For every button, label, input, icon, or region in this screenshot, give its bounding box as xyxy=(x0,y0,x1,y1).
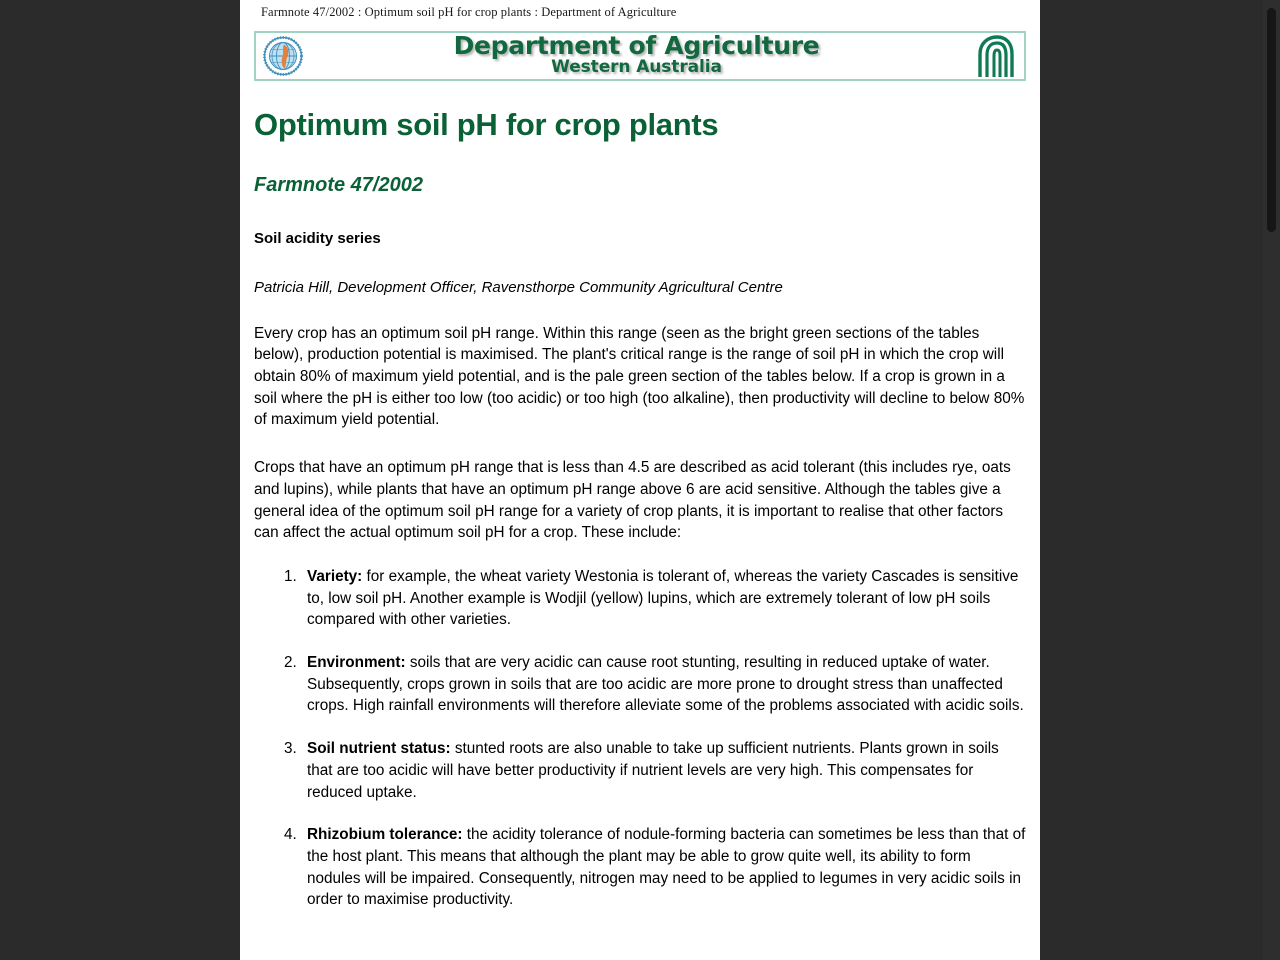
factor-term: Rhizobium tolerance: xyxy=(307,826,463,844)
agriculture-wa-stylised-a-icon xyxy=(967,33,1021,79)
article-content xyxy=(240,31,1040,911)
banner-title: Department of Agriculture xyxy=(453,30,820,60)
acid-tolerance-paragraph: Crops that have an optimum pH range that is less than 4.5 are described as acid tolerant (this includes rye, oats and lupins), while plants that have an optimum pH range above 6 are acid sensitive. Although the tables give a general idea of the optimum soil pH range for a variety of crop plants, it is important to realise that other factors can affect the actual optimum soil pH for a crop. These include: xyxy=(254,459,1011,542)
intro-paragraph: Every crop has an optimum soil pH range. Within this range (seen as the bright green sections of the tables below), production potential is maximised. The plant's critical range is the range of soil pH in which the crop will obtain 80% of maximum yield potential, and is the pale green section of the tables below. If a crop is grown in a soil where the pH is either too low (too acidic) or too high (too alkaline), then productivity will decline to below 80% of maximum yield potential. xyxy=(254,324,1025,429)
document-page xyxy=(240,0,1040,960)
list-item xyxy=(301,566,1026,631)
factor-term: Variety: xyxy=(307,567,363,585)
list-item xyxy=(301,824,1026,911)
list-item xyxy=(301,738,1026,803)
farmnote-identifier: Farmnote 47/2002 xyxy=(254,173,423,196)
factor-text: the acidity tolerance of nodule-forming bacteria can sometimes be less than that of the host plant. This means that although the plant may be able to grow quite well, its ability to form nodules will be impaired. Consequently, nitrogen may need to be applied to legumes in very acidic soils in order to maximise productivity. xyxy=(307,826,1026,909)
vertical-scrollbar-thumb[interactable] xyxy=(1267,8,1276,232)
government-of-western-australia-globe-icon xyxy=(260,35,306,77)
page-title: Optimum soil pH for crop plants xyxy=(254,107,719,142)
factor-term: Environment: xyxy=(307,654,406,672)
factor-text: stunted roots are also unable to take up sufficient nutrients. Plants grown in soils that are too acidic will have better productivity if nutrient levels are very high. This compensates for reduced uptake. xyxy=(307,740,999,801)
vertical-scrollbar-track[interactable] xyxy=(1263,0,1280,960)
factors-list xyxy=(254,566,1026,911)
series-name: Soil acidity series xyxy=(254,229,381,247)
factor-text: soils that are very acidic can cause root stunting, resulting in reduced uptake of water. Subsequently, crops grown in soils that are too acidic are more prone to drought stress than unaffected crops. High rainfall environments will therefore alleviate some of the problems associated with acidic soils. xyxy=(307,654,1024,715)
author-byline: Patricia Hill, Development Officer, Ravensthorpe Community Agricultural Centre xyxy=(254,278,783,296)
list-item xyxy=(301,652,1026,717)
document-title-line: Farmnote 47/2002 : Optimum soil pH for crop plants : Department of Agriculture xyxy=(261,5,677,19)
factor-term: Soil nutrient status: xyxy=(307,740,451,758)
banner-subtitle: Western Australia xyxy=(551,56,722,77)
banner-wordmark xyxy=(306,30,967,78)
factor-text: for example, the wheat variety Westonia is tolerant of, whereas the variety Cascades is sensitive to, low soil pH. Another example is Wodjil (yellow) lupins, which are extremely tolerant of low pH soils compared with other varieties. xyxy=(307,567,1019,629)
department-banner xyxy=(254,31,1026,81)
